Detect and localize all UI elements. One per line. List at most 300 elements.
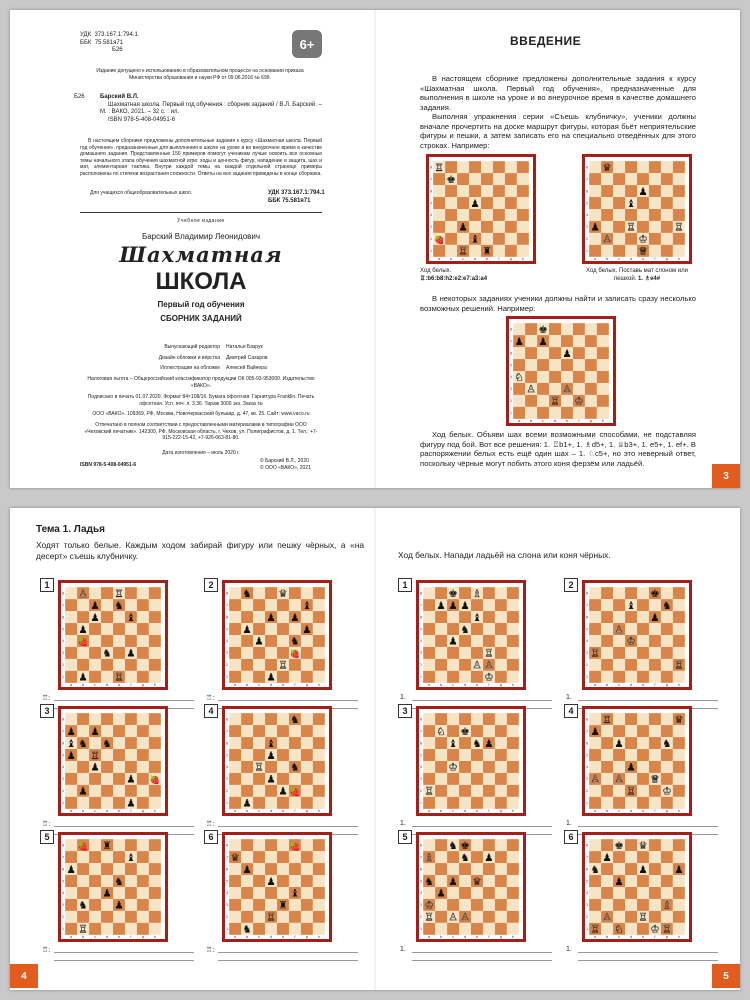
board-square — [597, 323, 609, 335]
board-square — [435, 863, 447, 875]
board-square — [301, 611, 313, 623]
board-square — [649, 725, 661, 737]
title-script: Шахматная — [119, 242, 283, 267]
board-square — [229, 599, 241, 611]
answer-line[interactable] — [578, 952, 718, 953]
rank-label: 4 — [226, 639, 229, 644]
board-square — [495, 725, 507, 737]
file-label: g — [589, 418, 592, 423]
rank-label: 1 — [226, 927, 229, 932]
board-square — [301, 659, 313, 671]
black-pawn-icon: ♟ — [436, 599, 446, 612]
rank-label: 3 — [62, 777, 65, 782]
board-square — [435, 623, 447, 635]
board-square — [589, 233, 601, 245]
black-pawn-icon: ♟ — [436, 887, 446, 900]
board-square — [573, 359, 585, 371]
board-square — [301, 887, 313, 899]
board-square — [149, 887, 161, 899]
black-queen-icon: ♛ — [602, 161, 612, 174]
board-square — [469, 185, 481, 197]
board-square — [483, 875, 495, 887]
chessboard-svg — [225, 835, 329, 939]
board-square — [673, 911, 685, 923]
board-square — [229, 611, 241, 623]
white-pawn-icon: ♙ — [472, 659, 482, 672]
board-square — [673, 773, 685, 785]
black-pawn-icon: ♟ — [590, 725, 600, 738]
board-square — [101, 851, 113, 863]
black-knight-icon: ♞ — [290, 635, 300, 648]
board-square — [471, 713, 483, 725]
board-square — [113, 611, 125, 623]
board-square — [277, 911, 289, 923]
strawberry-icon: 🍓 — [77, 636, 89, 647]
rank-label: 1 — [420, 927, 423, 932]
board-square — [65, 899, 77, 911]
chessboard-svg — [61, 835, 165, 939]
file-label: g — [499, 808, 502, 813]
white-bishop-icon: ♗ — [662, 899, 672, 912]
black-bishop-icon: ♝ — [448, 737, 458, 750]
answer-line[interactable] — [54, 700, 194, 701]
board-square — [77, 599, 89, 611]
board-square — [481, 197, 493, 209]
board-square — [137, 761, 149, 773]
answer-line[interactable] — [218, 960, 358, 961]
black-pawn-icon: ♟ — [266, 773, 276, 786]
rank-label: 5 — [586, 879, 589, 884]
black-pawn-icon: ♟ — [638, 185, 648, 198]
board-square — [89, 887, 101, 899]
white-rook-icon: ♖ — [602, 713, 612, 726]
rank-label: 3 — [226, 777, 229, 782]
board-square — [137, 635, 149, 647]
board-square — [637, 725, 649, 737]
board-square — [289, 923, 301, 935]
board-square — [637, 797, 649, 809]
file-label: h — [317, 682, 320, 687]
board-square — [445, 197, 457, 209]
board-square — [149, 611, 161, 623]
board-square — [113, 785, 125, 797]
board-square — [481, 221, 493, 233]
board-square — [493, 245, 505, 257]
black-knight-icon: ♞ — [78, 737, 88, 750]
file-label: f — [498, 256, 500, 261]
board-square — [589, 635, 601, 647]
strawberry-icon: 🍓 — [149, 774, 161, 785]
answer-line[interactable] — [218, 952, 358, 953]
rank-label: 1 — [586, 675, 589, 680]
board-square — [637, 659, 649, 671]
board-square — [505, 185, 517, 197]
board-square — [649, 761, 661, 773]
board-square — [241, 599, 253, 611]
black-pawn-icon: ♟ — [614, 737, 624, 750]
board-square — [517, 245, 529, 257]
file-label: c — [94, 934, 96, 939]
rank-label: 6 — [586, 741, 589, 746]
rank-label: 3 — [226, 903, 229, 908]
board-square — [435, 875, 447, 887]
board-square — [525, 395, 537, 407]
board-square — [241, 911, 253, 923]
board-square — [637, 635, 649, 647]
board-square — [601, 737, 613, 749]
copyright-block — [260, 458, 311, 471]
board-square — [481, 209, 493, 221]
board-square — [495, 773, 507, 785]
board-square — [495, 749, 507, 761]
board-square — [637, 875, 649, 887]
board-square — [513, 395, 525, 407]
caption-1-text: Ход белых. — [420, 268, 452, 274]
board-square — [457, 161, 469, 173]
chessboard-svg — [225, 583, 329, 687]
board-square — [445, 185, 457, 197]
board-square — [625, 611, 637, 623]
board-square — [89, 785, 101, 797]
file-label: h — [677, 808, 680, 813]
board-square — [89, 713, 101, 725]
board-square — [435, 737, 447, 749]
black-king-icon: ♚ — [538, 323, 548, 336]
rank-label: 6 — [430, 189, 433, 194]
board-square — [483, 749, 495, 761]
board-square — [435, 839, 447, 851]
board-square — [495, 863, 507, 875]
example-board-3 — [506, 316, 616, 426]
rank-label: 7 — [62, 603, 65, 608]
board-square — [673, 209, 685, 221]
rank-label: 1 — [62, 801, 65, 806]
board-square — [457, 197, 469, 209]
answer-line[interactable] — [54, 952, 194, 953]
file-label: f — [654, 256, 656, 261]
board-square — [289, 851, 301, 863]
board-square — [517, 185, 529, 197]
problem-number: 1 — [398, 578, 412, 592]
board-square — [525, 323, 537, 335]
white-king-icon: ♔ — [638, 233, 648, 246]
rank-label: 4 — [586, 213, 589, 218]
answer-line[interactable] — [578, 826, 718, 827]
board-square — [589, 749, 601, 761]
file-label: f — [294, 808, 296, 813]
board-square — [613, 197, 625, 209]
rank-label: 4 — [62, 765, 65, 770]
black-pawn-icon: ♟ — [674, 863, 684, 876]
board-square — [447, 725, 459, 737]
board-square — [149, 923, 161, 935]
board-square — [229, 635, 241, 647]
board-square — [435, 635, 447, 647]
intro-paragraph-2: Выполняя упражнения серии «Съешь клубничку», ученики должны вначале прочертить на доске маршрут фигуры, которая бьёт неприятельские фигуры и пешки, а затем записать его на специально отведённых для этого строках. Например: — [420, 112, 696, 150]
board-square — [507, 623, 519, 635]
board-square — [423, 713, 435, 725]
board-square — [585, 335, 597, 347]
board-square — [241, 773, 253, 785]
black-knight-icon: ♞ — [290, 713, 300, 726]
board-square — [89, 647, 101, 659]
file-label: b — [606, 256, 609, 261]
board-square — [423, 623, 435, 635]
board-square — [277, 725, 289, 737]
board-square — [561, 335, 573, 347]
rank-label: 5 — [62, 879, 65, 884]
board-square — [459, 797, 471, 809]
problem-number: 4 — [564, 704, 578, 718]
board-square — [483, 839, 495, 851]
rank-label: 1 — [586, 249, 589, 254]
example-caption-1 — [420, 268, 550, 283]
black-pawn-icon: ♟ — [78, 671, 88, 684]
board-square — [137, 659, 149, 671]
answer-line[interactable] — [412, 700, 552, 701]
board-square — [301, 863, 313, 875]
board-square — [77, 863, 89, 875]
board-square — [433, 245, 445, 257]
board-square — [229, 797, 241, 809]
black-knight-icon: ♞ — [448, 839, 458, 852]
board-square — [77, 611, 89, 623]
udk-repeat-block — [268, 190, 325, 205]
board-square — [589, 185, 601, 197]
board-square — [101, 671, 113, 683]
board-square — [301, 749, 313, 761]
black-pawn-icon: ♟ — [78, 623, 88, 636]
answer-line[interactable] — [54, 826, 194, 827]
board-square — [661, 611, 673, 623]
board-square — [481, 233, 493, 245]
rank-label: 2 — [226, 663, 229, 668]
board-square — [601, 773, 613, 785]
file-label: b — [606, 808, 609, 813]
answer-line[interactable] — [412, 826, 552, 827]
board-square — [507, 911, 519, 923]
board-square — [77, 911, 89, 923]
board-square — [89, 863, 101, 875]
board-square — [125, 761, 137, 773]
board-square — [673, 839, 685, 851]
rank-label: 3 — [430, 225, 433, 230]
board-square — [313, 923, 325, 935]
board-square — [265, 797, 277, 809]
chessboard-svg — [61, 583, 165, 687]
file-label: c — [94, 682, 96, 687]
board-square — [241, 611, 253, 623]
board-square — [601, 647, 613, 659]
board-square — [229, 749, 241, 761]
rank-label: 2 — [420, 915, 423, 920]
board-square — [601, 611, 613, 623]
board-square — [301, 761, 313, 773]
board-square — [289, 671, 301, 683]
board-square — [549, 371, 561, 383]
title-main: ШКОЛА — [155, 268, 247, 295]
board-square — [101, 635, 113, 647]
board-square — [313, 749, 325, 761]
file-label: d — [463, 682, 467, 687]
board-square — [101, 899, 113, 911]
board-square — [649, 797, 661, 809]
board-square — [637, 599, 649, 611]
board-square — [613, 173, 625, 185]
white-bishop-icon: ♗ — [424, 851, 434, 864]
board-square — [673, 197, 685, 209]
answer-line[interactable] — [578, 700, 718, 701]
rank-label: 4 — [226, 765, 229, 770]
board-square — [601, 671, 613, 683]
board-square — [573, 335, 585, 347]
board-square — [625, 623, 637, 635]
black-rook-icon: ♜ — [482, 245, 492, 258]
white-rook-icon: ♖ — [550, 395, 560, 408]
board-square — [447, 659, 459, 671]
board-square — [649, 185, 661, 197]
copyright-publisher: © ООО «ВАКО», 2021 — [260, 464, 311, 471]
board-square — [495, 899, 507, 911]
board-square — [469, 221, 481, 233]
file-label: d — [105, 808, 109, 813]
board-square — [471, 773, 483, 785]
board-square — [601, 839, 613, 851]
board-square — [137, 647, 149, 659]
board-square — [495, 635, 507, 647]
board-square — [597, 347, 609, 359]
board-square — [77, 659, 89, 671]
file-label: c — [618, 808, 620, 813]
board-square — [483, 899, 495, 911]
white-rook-icon: ♖ — [266, 911, 276, 924]
board-square — [589, 161, 601, 173]
rank-label: 1 — [226, 801, 229, 806]
answer-marker: ♖: — [206, 821, 215, 828]
board-square — [495, 647, 507, 659]
board-square — [613, 713, 625, 725]
board-square — [637, 623, 649, 635]
board-square — [137, 587, 149, 599]
board-square — [597, 335, 609, 347]
board-square — [613, 221, 625, 233]
board-square — [459, 863, 471, 875]
answer-line[interactable] — [218, 700, 358, 701]
file-label: b — [82, 808, 85, 813]
board-square — [241, 839, 253, 851]
rank-label: 8 — [62, 843, 65, 848]
board-square — [613, 647, 625, 659]
answer-line[interactable] — [412, 960, 552, 961]
board-square — [447, 713, 459, 725]
board-square — [661, 173, 673, 185]
problem-board — [58, 706, 168, 816]
board-square — [495, 851, 507, 863]
board-square — [649, 737, 661, 749]
file-label: f — [130, 682, 132, 687]
board-square — [229, 587, 241, 599]
board-square — [495, 923, 507, 935]
rank-label: 2 — [62, 915, 65, 920]
board-square — [313, 725, 325, 737]
board-square — [613, 635, 625, 647]
file-label: f — [654, 808, 656, 813]
black-pawn-icon: ♟ — [650, 611, 660, 624]
black-pawn-icon: ♟ — [626, 761, 636, 774]
board-square — [435, 761, 447, 773]
board-square — [549, 323, 561, 335]
board-square — [589, 911, 601, 923]
board-square — [265, 725, 277, 737]
board-square — [613, 659, 625, 671]
file-label: c — [462, 256, 464, 261]
black-pawn-icon: ♟ — [290, 611, 300, 624]
board-square — [277, 875, 289, 887]
bbk-label: ББК — [80, 39, 92, 46]
board-square — [265, 599, 277, 611]
board-square — [661, 185, 673, 197]
board-square — [137, 623, 149, 635]
board-square — [241, 749, 253, 761]
answer-line[interactable] — [54, 960, 194, 961]
board-square — [265, 923, 277, 935]
black-pawn-icon: ♟ — [448, 599, 458, 612]
board-square — [613, 611, 625, 623]
board-square — [89, 773, 101, 785]
board-square — [597, 407, 609, 419]
board-square — [471, 599, 483, 611]
board-square — [241, 671, 253, 683]
board-square — [537, 371, 549, 383]
board-square — [423, 749, 435, 761]
board-square — [77, 797, 89, 809]
credit-role: Иллюстрации на обложке — [160, 365, 220, 371]
board-square — [471, 851, 483, 863]
udk-label: УДК — [80, 32, 92, 38]
answer-line[interactable] — [578, 960, 718, 961]
black-pawn-icon: ♟ — [278, 785, 288, 798]
rank-label: 6 — [62, 741, 65, 746]
file-label: f — [294, 934, 296, 939]
white-rook-icon: ♖ — [114, 587, 124, 600]
answer-line[interactable] — [412, 952, 552, 953]
board-square — [137, 599, 149, 611]
board-square — [625, 737, 637, 749]
answer-line[interactable] — [218, 826, 358, 827]
white-knight-icon: ♘ — [614, 923, 624, 936]
right-instruction: Ход белых. Напади ладьёй на слона или коня чёрных. — [398, 550, 611, 560]
rank-label: 7 — [586, 603, 589, 608]
white-rook-icon: ♖ — [484, 647, 494, 660]
board-square — [301, 875, 313, 887]
file-label: b — [246, 808, 249, 813]
file-label: a — [70, 808, 73, 813]
board-square — [585, 383, 597, 395]
board-square — [471, 797, 483, 809]
board-square — [113, 647, 125, 659]
bbk-value: 75.581я71 — [94, 39, 123, 46]
board-square — [661, 851, 673, 863]
board-square — [573, 347, 585, 359]
file-label: c — [258, 808, 260, 813]
board-square — [649, 875, 661, 887]
board-square — [301, 725, 313, 737]
board-square — [65, 875, 77, 887]
board-square — [125, 899, 137, 911]
rank-label: 5 — [62, 753, 65, 758]
board-square — [137, 899, 149, 911]
board-square — [505, 245, 517, 257]
